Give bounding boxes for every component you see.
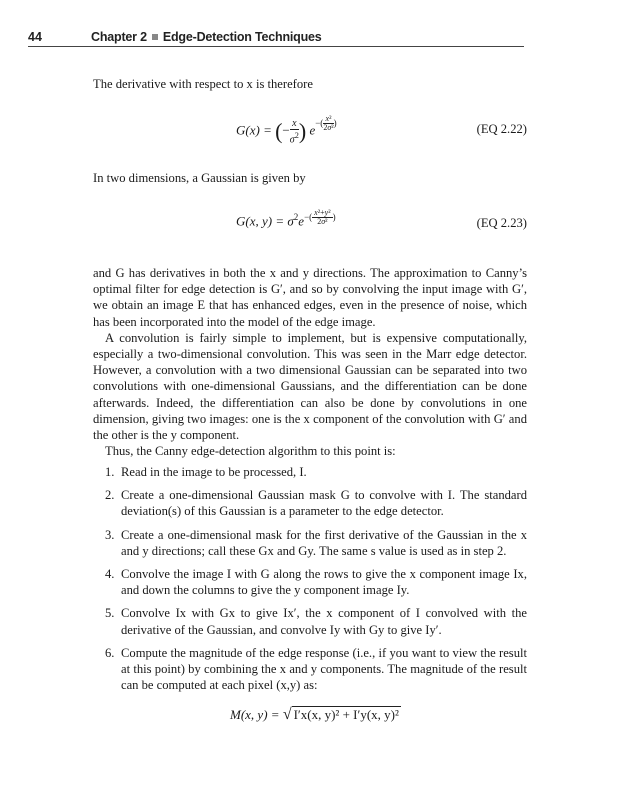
running-header: [28, 30, 524, 47]
equation-tag: (EQ 2.22): [476, 122, 527, 136]
body-paragraphs: [93, 265, 527, 459]
chapter-title: Chapter 2 Edge-Detection Techniques: [91, 30, 322, 44]
magnitude-equation: M(x, y) = √ I′x(x, y)² + I′y(x, y)²: [230, 706, 399, 723]
list-item: 4. Convolve the image I with G along the rows to give the x component image Ix, and down the columns to give the y component image Iy.: [105, 567, 527, 598]
list-item: 1. Read in the image to be processed, I.: [105, 465, 307, 479]
list-item: 2. Create a one-dimensional Gaussian mask G to convolve with I. The standard deviation(s) of this Gaussian is a parameter to the edge detector.: [105, 488, 527, 519]
two-dim-text: In two dimensions, a Gaussian is given by: [93, 171, 306, 185]
list-item: 5. Convolve Ix with Gx to give Ix′, the x component of I convolved with the derivative of the Gaussian, and convolve Iy with Gy to give Iy′.: [105, 606, 527, 637]
separator-square-icon: [152, 34, 158, 40]
equation-2-22: G(x) = (− $\frac{x}{\sigma^2}$ ) $e^{-( \frac{\text{x²}}{\text{2σ²}} )}$ (EQ 2.22): [236, 114, 527, 146]
intro-text: The derivative with respect to x is therefore: [93, 77, 313, 91]
list-item: 3. Create a one-dimensional mask for the first derivative of the Gaussian in the x and y directions; call these Gx and Gy. The same s value is used as in step 2.: [105, 527, 527, 558]
equation-tag: (EQ 2.23): [476, 216, 527, 230]
paragraph: and G has derivatives in both the x and y directions. The approximation to Canny’s optimal filter for edge detection is G′, and so by convolving the input image with G′, we obtain an image E that has enhanced edges, even in the presence of noise, which has been incorporated into the model of the edge image.: [93, 266, 527, 329]
paragraph: A convolution is fairly simple to implement, but is expensive computationally, especially a two-dimensional convolution. This was seen in the Marr edge detector. However, a convolution with a two dimensional Gaussian can be separated into two convolutions with one-dimensional Gaussians, and the differentiation can be done afterwards. Indeed, the differentiation can also be done by convolutions in one dimension, giving two images: one is the x component of the convolution with G′ and the other is the y component.: [93, 330, 527, 443]
algorithm-steps: [105, 464, 527, 700]
page-number: 44: [28, 30, 42, 44]
equation-2-23: G(x, $y) = \sigma^2e^{-( \frac{\text{x²+y²}}{\text{2σ²}} )}$ (EQ 2.23): [236, 208, 527, 230]
paragraph: Thus, the Canny edge-detection algorithm to this point is:: [105, 444, 396, 459]
list-item: 6. Compute the magnitude of the edge response (i.e., if you want to view the result at this point) by combining the x and y components. The magnitude of the result can be computed at each pixel (x,y) as:: [105, 645, 527, 693]
